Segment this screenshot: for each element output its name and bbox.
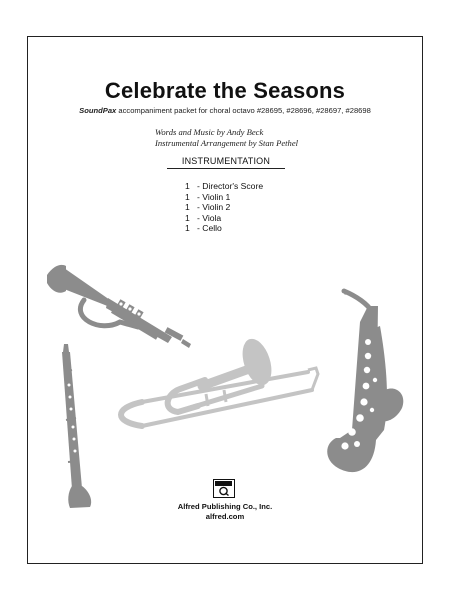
subtitle-text: accompaniment packet for choral octavo #28695, #28696, #28697, #28698 [116, 106, 371, 115]
item-name: - Cello [197, 223, 222, 234]
item-name: - Director's Score [197, 181, 264, 191]
saxophone-icon [327, 290, 403, 472]
item-quantity: 1 [185, 212, 190, 223]
alfred-logo-mark [214, 480, 233, 496]
publisher-name: Alfred Publishing Co., Inc. [177, 502, 273, 511]
arrangement-credit: Instrumental Arrangement by Stan Pethel [155, 138, 299, 148]
item-name: - Violin 1 [197, 191, 231, 202]
item-name: - Violin 2 [197, 202, 231, 213]
alfred-logo [213, 479, 235, 498]
item-quantity: 1 [185, 181, 190, 191]
page-title: Celebrate the Seasons [104, 78, 346, 103]
instrumentation-heading: INSTRUMENTATION [181, 156, 271, 166]
trombone-icon [121, 335, 318, 426]
trumpet-icon [47, 265, 191, 348]
clarinet-icon [62, 344, 91, 508]
item-quantity: 1 [185, 191, 190, 202]
publisher-website: alfred.com [205, 512, 245, 521]
item-quantity: 1 [185, 202, 190, 213]
item-name: - Viola [197, 212, 222, 223]
soundpax-brand: SoundPax [79, 106, 117, 115]
words-music-credit: Words and Music by Andy Beck [155, 127, 264, 137]
item-quantity: 1 [185, 223, 190, 234]
